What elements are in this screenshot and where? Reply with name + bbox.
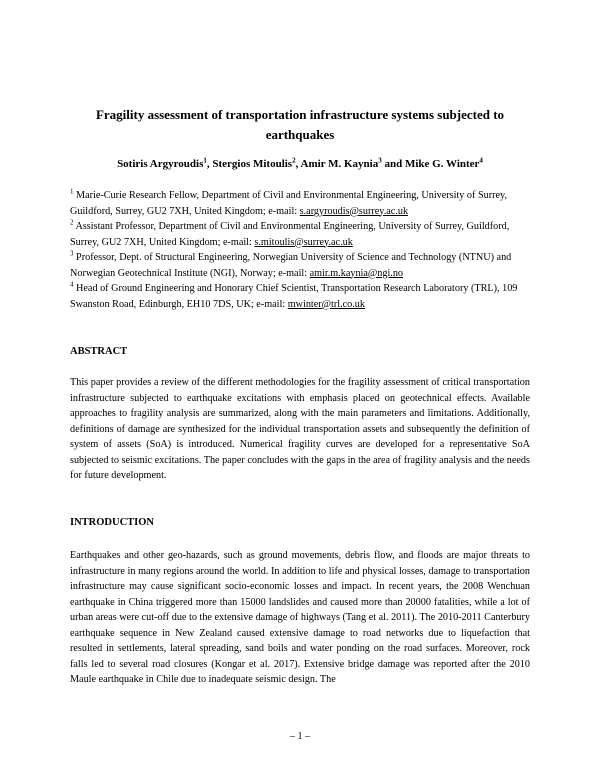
author-separator: ,: [295, 158, 301, 170]
author-name: Sotiris Argyroudis: [117, 158, 204, 170]
affiliation-mark: 2: [70, 218, 74, 227]
affiliation-mark: 3: [70, 249, 74, 258]
affiliation-text: Marie-Curie Research Fellow, Department of Civil and Environmental Engineering, University of Surrey, Guildford, Surrey, GU2 7XH, United Kingdom; e-mail:: [70, 190, 508, 217]
affiliation-text: Head of Ground Engineering and Honorary Chief Scientist, Transportation Research Laboratory (TRL), 109 Swanston Road, Edinburgh, EH10 7DS, UK; e-mail:: [70, 283, 518, 310]
affiliation: [70, 250, 530, 281]
author-separator: and: [381, 158, 405, 170]
author-name: Stergios Mitoulis: [212, 158, 293, 170]
email-link[interactable]: s.mitoulis@surrey.ac.uk: [254, 236, 353, 248]
page-number: – 1 –: [290, 731, 310, 742]
author-mark: 4: [479, 156, 483, 165]
author-name: Amir M. Kaynia: [300, 158, 379, 170]
introduction-heading: INTRODUCTION: [70, 517, 155, 528]
email-link[interactable]: s.argyroudis@surrey.ac.uk: [299, 205, 409, 217]
introduction-text: Earthquakes and other geo-hazards, such as ground movements, debris flow, and floods are major threats to infrastructure in many regions around the world. In addition to life and physical losses, damage to transportation infrastructure may cause significant socio-economic losses and impact. In recent years, the 2008 Wenchuan earthquake in China triggered more than 15000 landslides and caused more than 20000 fatalities, while a lot of urban areas were cut-off due to the extensive damage of highways (Tang et al. 2011). The 2010-2011 Canterbury earthquake sequence in New Zealand caused extensive damage to road networks due to liquefaction that resulted in settlements, lateral spreading, sand boils and water ponding on the road surfaces. Moreover, rock falls led to several road closures (Kongar et al. 2017). Extensive bridge damage was reported after the 2010 Maule earthquake in Chile due to inadequate seismic design. The: [70, 550, 530, 685]
affiliation: [70, 281, 530, 312]
affiliation: [70, 219, 530, 250]
paper-title: Fragility assessment of transportation infrastructure systems subjected to earthquakes: [95, 107, 505, 142]
affiliation-mark: 4: [70, 280, 74, 289]
author-mark: 2: [292, 156, 296, 165]
author-mark: 3: [378, 156, 382, 165]
affiliation-text: Assistant Professor, Department of Civil and Environmental Engineering, University of Surrey, Guildford, Surrey, GU2 7XH, United Kingdom; e-mail:: [70, 221, 510, 248]
author-name: Mike G. Winter: [404, 158, 480, 170]
affiliation-text: Professor, Dept. of Structural Engineering, Norwegian University of Science and Technology (NTNU) and Norwegian Geotechnical Institute (NGI), Norway; e-mail:: [70, 252, 512, 279]
abstract-text: This paper provides a review of the different methodologies for the fragility assessment of critical transportation infrastructure subjected to earthquake excitations with emphasis placed on geotechnical effects. Available approaches to fragility analysis are summarized, along with the main parameters and limitations. Additionally, definitions of damage are synthesized for the individual transportation assets and subsequently the definition of system of assets (SoA) is introduced. Numerical fragility curves are developed for a representative SoA subjected to seismic excitations. The paper concludes with the gaps in the area of fragility analysis and the needs for future development.: [70, 377, 530, 481]
author-mark: 1: [203, 156, 207, 165]
affiliation-mark: 1: [70, 187, 74, 196]
author-list: [70, 157, 530, 172]
email-link[interactable]: mwinter@trl.co.uk: [287, 298, 365, 310]
affiliation: [70, 188, 530, 219]
abstract-heading: ABSTRACT: [70, 346, 128, 357]
email-link[interactable]: amir.m.kaynia@ngi.no: [309, 267, 404, 279]
author-separator: ,: [206, 158, 213, 170]
